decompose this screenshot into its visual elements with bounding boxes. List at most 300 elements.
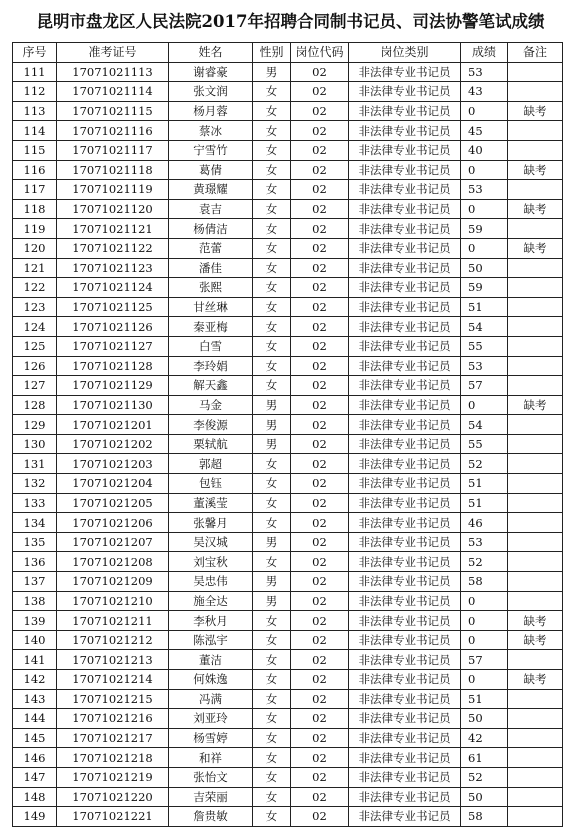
- cell-position-code: 02: [291, 630, 349, 650]
- cell-name: 李秋月: [169, 611, 253, 631]
- cell-name: 潘佳: [169, 258, 253, 278]
- cell-gender: 女: [253, 258, 291, 278]
- cell-gender: 女: [253, 336, 291, 356]
- cell-position-code: 02: [291, 767, 349, 787]
- cell-exam-id: 17071021208: [57, 552, 169, 572]
- cell-name: 董溪莹: [169, 493, 253, 513]
- table-row: [13, 180, 563, 200]
- cell-seq: 111: [13, 62, 57, 82]
- cell-name: 詹贵敏: [169, 807, 253, 827]
- cell-position-type: 非法律专业书记员: [349, 62, 461, 82]
- cell-position-code: 02: [291, 454, 349, 474]
- cell-gender: 男: [253, 395, 291, 415]
- cell-score: 59: [461, 278, 508, 298]
- cell-seq: 141: [13, 650, 57, 670]
- cell-remark: 缺考: [508, 670, 563, 690]
- cell-name: 杨雪婷: [169, 728, 253, 748]
- cell-exam-id: 17071021123: [57, 258, 169, 278]
- cell-exam-id: 17071021118: [57, 160, 169, 180]
- cell-position-type: 非法律专业书记员: [349, 317, 461, 337]
- cell-position-type: 非法律专业书记员: [349, 689, 461, 709]
- cell-seq: 144: [13, 709, 57, 729]
- cell-score: 61: [461, 748, 508, 768]
- cell-name: 杨倩洁: [169, 219, 253, 239]
- table-row: [13, 493, 563, 513]
- cell-score: 50: [461, 709, 508, 729]
- cell-score: 45: [461, 121, 508, 141]
- table-row: [13, 748, 563, 768]
- cell-score: 50: [461, 258, 508, 278]
- cell-score: 46: [461, 513, 508, 533]
- cell-score: 0: [461, 630, 508, 650]
- cell-position-code: 02: [291, 238, 349, 258]
- cell-score: 51: [461, 689, 508, 709]
- cell-seq: 128: [13, 395, 57, 415]
- cell-gender: 女: [253, 297, 291, 317]
- cell-seq: 133: [13, 493, 57, 513]
- cell-remark: [508, 728, 563, 748]
- cell-remark: 缺考: [508, 630, 563, 650]
- cell-gender: 女: [253, 140, 291, 160]
- cell-gender: 女: [253, 513, 291, 533]
- table-row: [13, 552, 563, 572]
- cell-seq: 134: [13, 513, 57, 533]
- cell-score: 40: [461, 140, 508, 160]
- cell-position-code: 02: [291, 807, 349, 827]
- table-row: [13, 670, 563, 690]
- cell-gender: 女: [253, 670, 291, 690]
- table-row: [13, 689, 563, 709]
- table-row: [13, 787, 563, 807]
- cell-name: 张怡文: [169, 767, 253, 787]
- table-body: [13, 62, 563, 826]
- table-row: [13, 434, 563, 454]
- cell-gender: 女: [253, 630, 291, 650]
- cell-score: 0: [461, 101, 508, 121]
- cell-seq: 138: [13, 591, 57, 611]
- cell-position-type: 非法律专业书记员: [349, 238, 461, 258]
- cell-exam-id: 17071021219: [57, 767, 169, 787]
- cell-gender: 男: [253, 591, 291, 611]
- table-row: [13, 611, 563, 631]
- cell-gender: 女: [253, 474, 291, 494]
- cell-position-code: 02: [291, 689, 349, 709]
- cell-exam-id: 17071021210: [57, 591, 169, 611]
- cell-remark: [508, 767, 563, 787]
- table-row: [13, 121, 563, 141]
- cell-score: 55: [461, 336, 508, 356]
- cell-gender: 男: [253, 415, 291, 435]
- table-row: [13, 258, 563, 278]
- cell-score: 57: [461, 376, 508, 396]
- cell-position-type: 非法律专业书记员: [349, 787, 461, 807]
- cell-gender: 女: [253, 611, 291, 631]
- table-row: [13, 219, 563, 239]
- cell-position-type: 非法律专业书记员: [349, 82, 461, 102]
- cell-exam-id: 17071021128: [57, 356, 169, 376]
- cell-position-code: 02: [291, 199, 349, 219]
- table-row: [13, 395, 563, 415]
- cell-remark: 缺考: [508, 101, 563, 121]
- cell-seq: 116: [13, 160, 57, 180]
- cell-seq: 124: [13, 317, 57, 337]
- table-row: [13, 532, 563, 552]
- cell-remark: [508, 650, 563, 670]
- table-row: [13, 160, 563, 180]
- cell-name: 陈泓宇: [169, 630, 253, 650]
- cell-exam-id: 17071021220: [57, 787, 169, 807]
- header-name: 姓名: [169, 43, 253, 63]
- cell-seq: 130: [13, 434, 57, 454]
- cell-score: 55: [461, 434, 508, 454]
- cell-position-code: 02: [291, 650, 349, 670]
- cell-name: 吉荣丽: [169, 787, 253, 807]
- cell-seq: 139: [13, 611, 57, 631]
- cell-position-type: 非法律专业书记员: [349, 748, 461, 768]
- cell-exam-id: 17071021114: [57, 82, 169, 102]
- cell-position-type: 非法律专业书记员: [349, 807, 461, 827]
- cell-gender: 女: [253, 709, 291, 729]
- cell-gender: 女: [253, 728, 291, 748]
- cell-position-code: 02: [291, 787, 349, 807]
- cell-gender: 女: [253, 317, 291, 337]
- table-row: [13, 709, 563, 729]
- cell-score: 51: [461, 493, 508, 513]
- cell-position-code: 02: [291, 140, 349, 160]
- cell-position-code: 02: [291, 474, 349, 494]
- cell-exam-id: 17071021205: [57, 493, 169, 513]
- cell-exam-id: 17071021217: [57, 728, 169, 748]
- cell-position-code: 02: [291, 748, 349, 768]
- cell-position-code: 02: [291, 415, 349, 435]
- cell-position-code: 02: [291, 356, 349, 376]
- cell-position-type: 非法律专业书记员: [349, 611, 461, 631]
- cell-gender: 女: [253, 767, 291, 787]
- cell-remark: [508, 317, 563, 337]
- cell-position-code: 02: [291, 278, 349, 298]
- cell-name: 范蕾: [169, 238, 253, 258]
- table-row: [13, 101, 563, 121]
- cell-name: 吴汉城: [169, 532, 253, 552]
- cell-position-type: 非法律专业书记员: [349, 376, 461, 396]
- cell-gender: 女: [253, 493, 291, 513]
- page-title: 昆明市盘龙区人民法院2017年招聘合同制书记员、司法协警笔试成绩: [36, 12, 545, 31]
- cell-score: 43: [461, 82, 508, 102]
- cell-score: 51: [461, 297, 508, 317]
- cell-position-type: 非法律专业书记员: [349, 650, 461, 670]
- cell-position-type: 非法律专业书记员: [349, 415, 461, 435]
- cell-score: 42: [461, 728, 508, 748]
- cell-remark: [508, 474, 563, 494]
- cell-position-type: 非法律专业书记员: [349, 160, 461, 180]
- cell-gender: 女: [253, 160, 291, 180]
- cell-remark: [508, 807, 563, 827]
- cell-exam-id: 17071021130: [57, 395, 169, 415]
- cell-exam-id: 17071021214: [57, 670, 169, 690]
- cell-position-type: 非法律专业书记员: [349, 728, 461, 748]
- cell-score: 57: [461, 650, 508, 670]
- cell-score: 0: [461, 611, 508, 631]
- cell-position-code: 02: [291, 317, 349, 337]
- cell-gender: 女: [253, 807, 291, 827]
- cell-remark: [508, 434, 563, 454]
- cell-gender: 女: [253, 552, 291, 572]
- cell-position-code: 02: [291, 82, 349, 102]
- table-row: [13, 140, 563, 160]
- cell-remark: [508, 140, 563, 160]
- cell-position-type: 非法律专业书记员: [349, 199, 461, 219]
- header-remark: 备注: [508, 43, 563, 63]
- cell-position-code: 02: [291, 258, 349, 278]
- cell-position-type: 非法律专业书记员: [349, 356, 461, 376]
- cell-position-type: 非法律专业书记员: [349, 180, 461, 200]
- cell-remark: [508, 689, 563, 709]
- cell-remark: 缺考: [508, 199, 563, 219]
- table-row: [13, 572, 563, 592]
- cell-score: 54: [461, 317, 508, 337]
- table-row: [13, 297, 563, 317]
- cell-position-type: 非法律专业书记员: [349, 336, 461, 356]
- cell-score: 0: [461, 160, 508, 180]
- cell-seq: 145: [13, 728, 57, 748]
- header-score: 成绩: [461, 43, 508, 63]
- cell-name: 马金: [169, 395, 253, 415]
- cell-score: 59: [461, 219, 508, 239]
- table-row: [13, 199, 563, 219]
- cell-position-code: 02: [291, 532, 349, 552]
- cell-score: 53: [461, 356, 508, 376]
- cell-remark: [508, 278, 563, 298]
- cell-position-code: 02: [291, 552, 349, 572]
- cell-score: 53: [461, 180, 508, 200]
- cell-seq: 117: [13, 180, 57, 200]
- cell-exam-id: 17071021212: [57, 630, 169, 650]
- cell-position-type: 非法律专业书记员: [349, 513, 461, 533]
- table-row: [13, 356, 563, 376]
- cell-remark: [508, 297, 563, 317]
- table-row: [13, 415, 563, 435]
- cell-seq: 148: [13, 787, 57, 807]
- cell-gender: 女: [253, 356, 291, 376]
- cell-position-code: 02: [291, 611, 349, 631]
- cell-remark: [508, 356, 563, 376]
- cell-gender: 女: [253, 238, 291, 258]
- cell-exam-id: 17071021202: [57, 434, 169, 454]
- cell-exam-id: 17071021207: [57, 532, 169, 552]
- cell-position-type: 非法律专业书记员: [349, 454, 461, 474]
- cell-position-type: 非法律专业书记员: [349, 258, 461, 278]
- cell-exam-id: 17071021206: [57, 513, 169, 533]
- cell-exam-id: 17071021201: [57, 415, 169, 435]
- cell-exam-id: 17071021113: [57, 62, 169, 82]
- table-row: [13, 454, 563, 474]
- table-row: [13, 807, 563, 827]
- cell-gender: 女: [253, 787, 291, 807]
- cell-name: 宁雪竹: [169, 140, 253, 160]
- cell-remark: [508, 591, 563, 611]
- cell-position-type: 非法律专业书记员: [349, 474, 461, 494]
- cell-name: 李俊源: [169, 415, 253, 435]
- cell-exam-id: 17071021203: [57, 454, 169, 474]
- cell-position-code: 02: [291, 101, 349, 121]
- cell-exam-id: 17071021121: [57, 219, 169, 239]
- cell-position-code: 02: [291, 728, 349, 748]
- cell-position-type: 非法律专业书记员: [349, 493, 461, 513]
- cell-exam-id: 17071021117: [57, 140, 169, 160]
- cell-seq: 126: [13, 356, 57, 376]
- cell-position-code: 02: [291, 297, 349, 317]
- cell-position-type: 非法律专业书记员: [349, 219, 461, 239]
- cell-name: 蔡冰: [169, 121, 253, 141]
- cell-name: 施全达: [169, 591, 253, 611]
- cell-seq: 121: [13, 258, 57, 278]
- cell-score: 50: [461, 787, 508, 807]
- cell-position-type: 非法律专业书记员: [349, 572, 461, 592]
- cell-score: 0: [461, 591, 508, 611]
- cell-score: 54: [461, 415, 508, 435]
- cell-position-code: 02: [291, 160, 349, 180]
- cell-exam-id: 17071021116: [57, 121, 169, 141]
- cell-exam-id: 17071021122: [57, 238, 169, 258]
- cell-gender: 女: [253, 748, 291, 768]
- cell-seq: 142: [13, 670, 57, 690]
- cell-gender: 女: [253, 454, 291, 474]
- cell-position-type: 非法律专业书记员: [349, 532, 461, 552]
- cell-seq: 125: [13, 336, 57, 356]
- cell-seq: 135: [13, 532, 57, 552]
- cell-position-type: 非法律专业书记员: [349, 278, 461, 298]
- cell-position-type: 非法律专业书记员: [349, 395, 461, 415]
- cell-score: 58: [461, 807, 508, 827]
- cell-position-type: 非法律专业书记员: [349, 434, 461, 454]
- cell-score: 0: [461, 199, 508, 219]
- cell-exam-id: 17071021204: [57, 474, 169, 494]
- cell-name: 郭超: [169, 454, 253, 474]
- cell-position-code: 02: [291, 376, 349, 396]
- cell-remark: [508, 180, 563, 200]
- cell-score: 53: [461, 62, 508, 82]
- cell-score: 0: [461, 238, 508, 258]
- header-gender: 性别: [253, 43, 291, 63]
- cell-name: 秦亚梅: [169, 317, 253, 337]
- cell-exam-id: 17071021218: [57, 748, 169, 768]
- cell-position-type: 非法律专业书记员: [349, 552, 461, 572]
- cell-remark: 缺考: [508, 238, 563, 258]
- cell-position-type: 非法律专业书记员: [349, 630, 461, 650]
- cell-gender: 女: [253, 650, 291, 670]
- table-row: [13, 591, 563, 611]
- cell-remark: [508, 493, 563, 513]
- header-position-code: 岗位代码: [291, 43, 349, 63]
- cell-position-code: 02: [291, 180, 349, 200]
- cell-remark: [508, 62, 563, 82]
- cell-position-code: 02: [291, 336, 349, 356]
- cell-name: 何姝逸: [169, 670, 253, 690]
- cell-gender: 女: [253, 278, 291, 298]
- cell-gender: 女: [253, 180, 291, 200]
- cell-seq: 123: [13, 297, 57, 317]
- cell-position-type: 非法律专业书记员: [349, 709, 461, 729]
- cell-seq: 140: [13, 630, 57, 650]
- cell-name: 张熙: [169, 278, 253, 298]
- cell-position-code: 02: [291, 670, 349, 690]
- cell-remark: [508, 572, 563, 592]
- cell-seq: 149: [13, 807, 57, 827]
- cell-seq: 146: [13, 748, 57, 768]
- cell-name: 张馨月: [169, 513, 253, 533]
- cell-position-code: 02: [291, 121, 349, 141]
- cell-position-type: 非法律专业书记员: [349, 101, 461, 121]
- table-row: [13, 238, 563, 258]
- header-seq: 序号: [13, 43, 57, 63]
- table-row: [13, 650, 563, 670]
- cell-exam-id: 17071021211: [57, 611, 169, 631]
- cell-remark: 缺考: [508, 160, 563, 180]
- cell-gender: 男: [253, 62, 291, 82]
- cell-remark: [508, 376, 563, 396]
- cell-score: 0: [461, 670, 508, 690]
- header-position-type: 岗位类别: [349, 43, 461, 63]
- cell-name: 杨月蓉: [169, 101, 253, 121]
- cell-name: 包钰: [169, 474, 253, 494]
- cell-exam-id: 17071021216: [57, 709, 169, 729]
- cell-gender: 女: [253, 121, 291, 141]
- cell-position-code: 02: [291, 395, 349, 415]
- cell-seq: 147: [13, 767, 57, 787]
- cell-exam-id: 17071021129: [57, 376, 169, 396]
- cell-position-code: 02: [291, 62, 349, 82]
- cell-position-type: 非法律专业书记员: [349, 591, 461, 611]
- cell-remark: 缺考: [508, 611, 563, 631]
- header-exam-id: 准考证号: [57, 43, 169, 63]
- cell-remark: [508, 454, 563, 474]
- cell-position-type: 非法律专业书记员: [349, 297, 461, 317]
- cell-remark: [508, 748, 563, 768]
- cell-seq: 127: [13, 376, 57, 396]
- cell-position-code: 02: [291, 709, 349, 729]
- cell-gender: 女: [253, 376, 291, 396]
- cell-exam-id: 17071021209: [57, 572, 169, 592]
- cell-exam-id: 17071021125: [57, 297, 169, 317]
- cell-exam-id: 17071021120: [57, 199, 169, 219]
- cell-position-type: 非法律专业书记员: [349, 121, 461, 141]
- table-row: [13, 336, 563, 356]
- cell-name: 栗轼航: [169, 434, 253, 454]
- cell-remark: 缺考: [508, 395, 563, 415]
- cell-seq: 129: [13, 415, 57, 435]
- cell-seq: 143: [13, 689, 57, 709]
- cell-name: 甘丝琳: [169, 297, 253, 317]
- cell-position-code: 02: [291, 513, 349, 533]
- cell-exam-id: 17071021221: [57, 807, 169, 827]
- cell-seq: 132: [13, 474, 57, 494]
- cell-remark: [508, 787, 563, 807]
- cell-exam-id: 17071021215: [57, 689, 169, 709]
- cell-position-type: 非法律专业书记员: [349, 767, 461, 787]
- cell-position-code: 02: [291, 591, 349, 611]
- cell-exam-id: 17071021119: [57, 180, 169, 200]
- cell-position-code: 02: [291, 493, 349, 513]
- cell-score: 53: [461, 532, 508, 552]
- cell-name: 葛倩: [169, 160, 253, 180]
- cell-remark: [508, 121, 563, 141]
- cell-name: 董洁: [169, 650, 253, 670]
- cell-exam-id: 17071021126: [57, 317, 169, 337]
- cell-remark: [508, 552, 563, 572]
- table-row: [13, 513, 563, 533]
- cell-position-code: 02: [291, 572, 349, 592]
- cell-remark: [508, 532, 563, 552]
